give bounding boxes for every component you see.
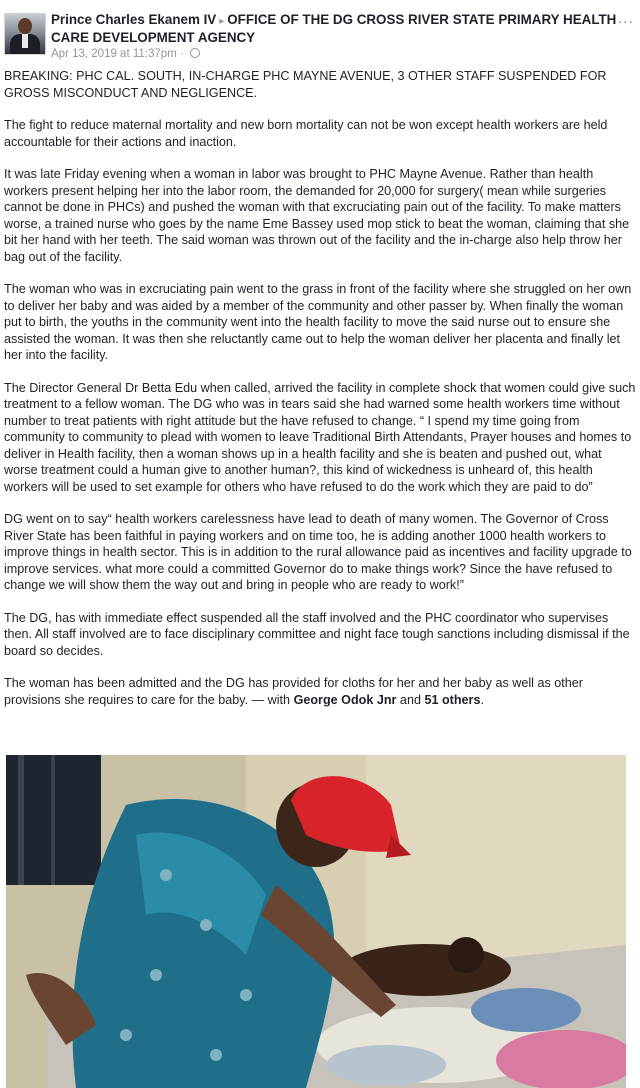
- post-paragraph-last: [4, 675, 636, 708]
- last-paragraph-text: The woman has been admitted and the DG has provided for cloths for her and her baby as well as other provisions she requires to care for the baby. — with: [4, 676, 583, 707]
- post-paragraph: The woman who was in excruciating pain went to the grass in front of the facility where she struggled on her own to deliver her baby and was aided by a member of the community and other passer by. When finally the woman put to birth, the youths in the community went into the health facility to move the said nurse out to ensure she assisted the woman. It was then she reluctantly came out to help the woman deliver her placenta and finally let her into the facility.: [4, 282, 632, 362]
- author-name-link[interactable]: Prince Charles Ekanem IV: [51, 12, 217, 27]
- post-paragraph: DG went on to say“ health workers carelessness have lead to death of many women. The Governor of Cross River State has been faithful in paying workers and on time too, he is adding another 1000 health workers to improve things in health sector. This is in addition to the rural allowance paid as incentives and facility upgrade to improve services. what more could a committed Governor do to make things work? Since the have refused to change we will show them the way out and bring in people who are ready to work!”: [4, 512, 632, 592]
- and-text: and: [396, 692, 425, 707]
- post-body: [4, 68, 636, 724]
- tagged-others-link[interactable]: 51 others: [424, 692, 481, 707]
- post-timestamp[interactable]: Apr 13, 2019 at 11:37pm: [51, 48, 177, 60]
- meta-dot: ·: [179, 48, 184, 60]
- post-paragraph: The Director General Dr Betta Edu when called, arrived the facility in complete shock that women could give such treatment to a fellow woman. The DG who was in tears said she had warned some health workers time without number to treat patients with right attitude but the have refused to change. “ I spend my time going from community to community to plead with women to leave Traditional Birth Attendants, Prayer houses and homes to deliver in Health facility, then a woman shows up in a health facility and she is beaten and pushed out, what worse treatment could a human give to another human?, this kind of wickedness is unheard of, this health workers will be used to set example for others who have refused to do the work which they are paid to do”: [4, 380, 636, 494]
- share-arrow-icon: ▸: [219, 16, 225, 27]
- author-avatar[interactable]: [4, 13, 46, 55]
- post-paragraph-headline: BREAKING: PHC CAL. SOUTH, IN-CHARGE PHC MAYNE AVENUE, 3 OTHER STAFF SUSPENDED FOR GROSS MISCONDUCT AND NEGLIGENCE.: [4, 69, 607, 100]
- post-meta: [51, 48, 200, 60]
- photo-illustration: [6, 755, 626, 1088]
- post-title: [51, 12, 636, 46]
- post-paragraph: The DG, has with immediate effect suspended all the staff involved and the PHC coordinator who supervises then. All staff involved are to face disciplinary committee and night face tough sanctions including dismissal if the board so decides.: [4, 610, 630, 658]
- post-paragraph: The fight to reduce maternal mortality and new born mortality can not be won except health workers are held accountable for their actions and inaction.: [4, 118, 608, 149]
- globe-icon: [190, 48, 200, 58]
- post-paragraph: It was late Friday evening when a woman in labor was brought to PHC Mayne Avenue. Rather than health workers present helping her into the labor room, the demanded for 20,000 for surgery( mean while surgeries cannot be done in PHCs) and pushed the woman with that excruciating pain out of the facility. To make matters worse, a trained nurse who goes by the name Eme Bassey used mop stick to beat the woman, claiming that she bit her hand with her teeth. The said woman was thrown out of the facility and the in-charge also help throw her bag out of the facility.: [4, 167, 630, 264]
- tagged-person-link[interactable]: George Odok Jnr: [293, 692, 397, 707]
- post-header: [4, 10, 636, 64]
- group-name-link[interactable]: OFFICE OF THE DG CROSS RIVER STATE PRIMARY HEALTH CARE DEVELOPMENT AGENCY: [51, 12, 617, 45]
- end-period: .: [480, 692, 484, 707]
- post-photo[interactable]: [6, 755, 626, 1088]
- post-options-icon[interactable]: ...: [617, 10, 634, 27]
